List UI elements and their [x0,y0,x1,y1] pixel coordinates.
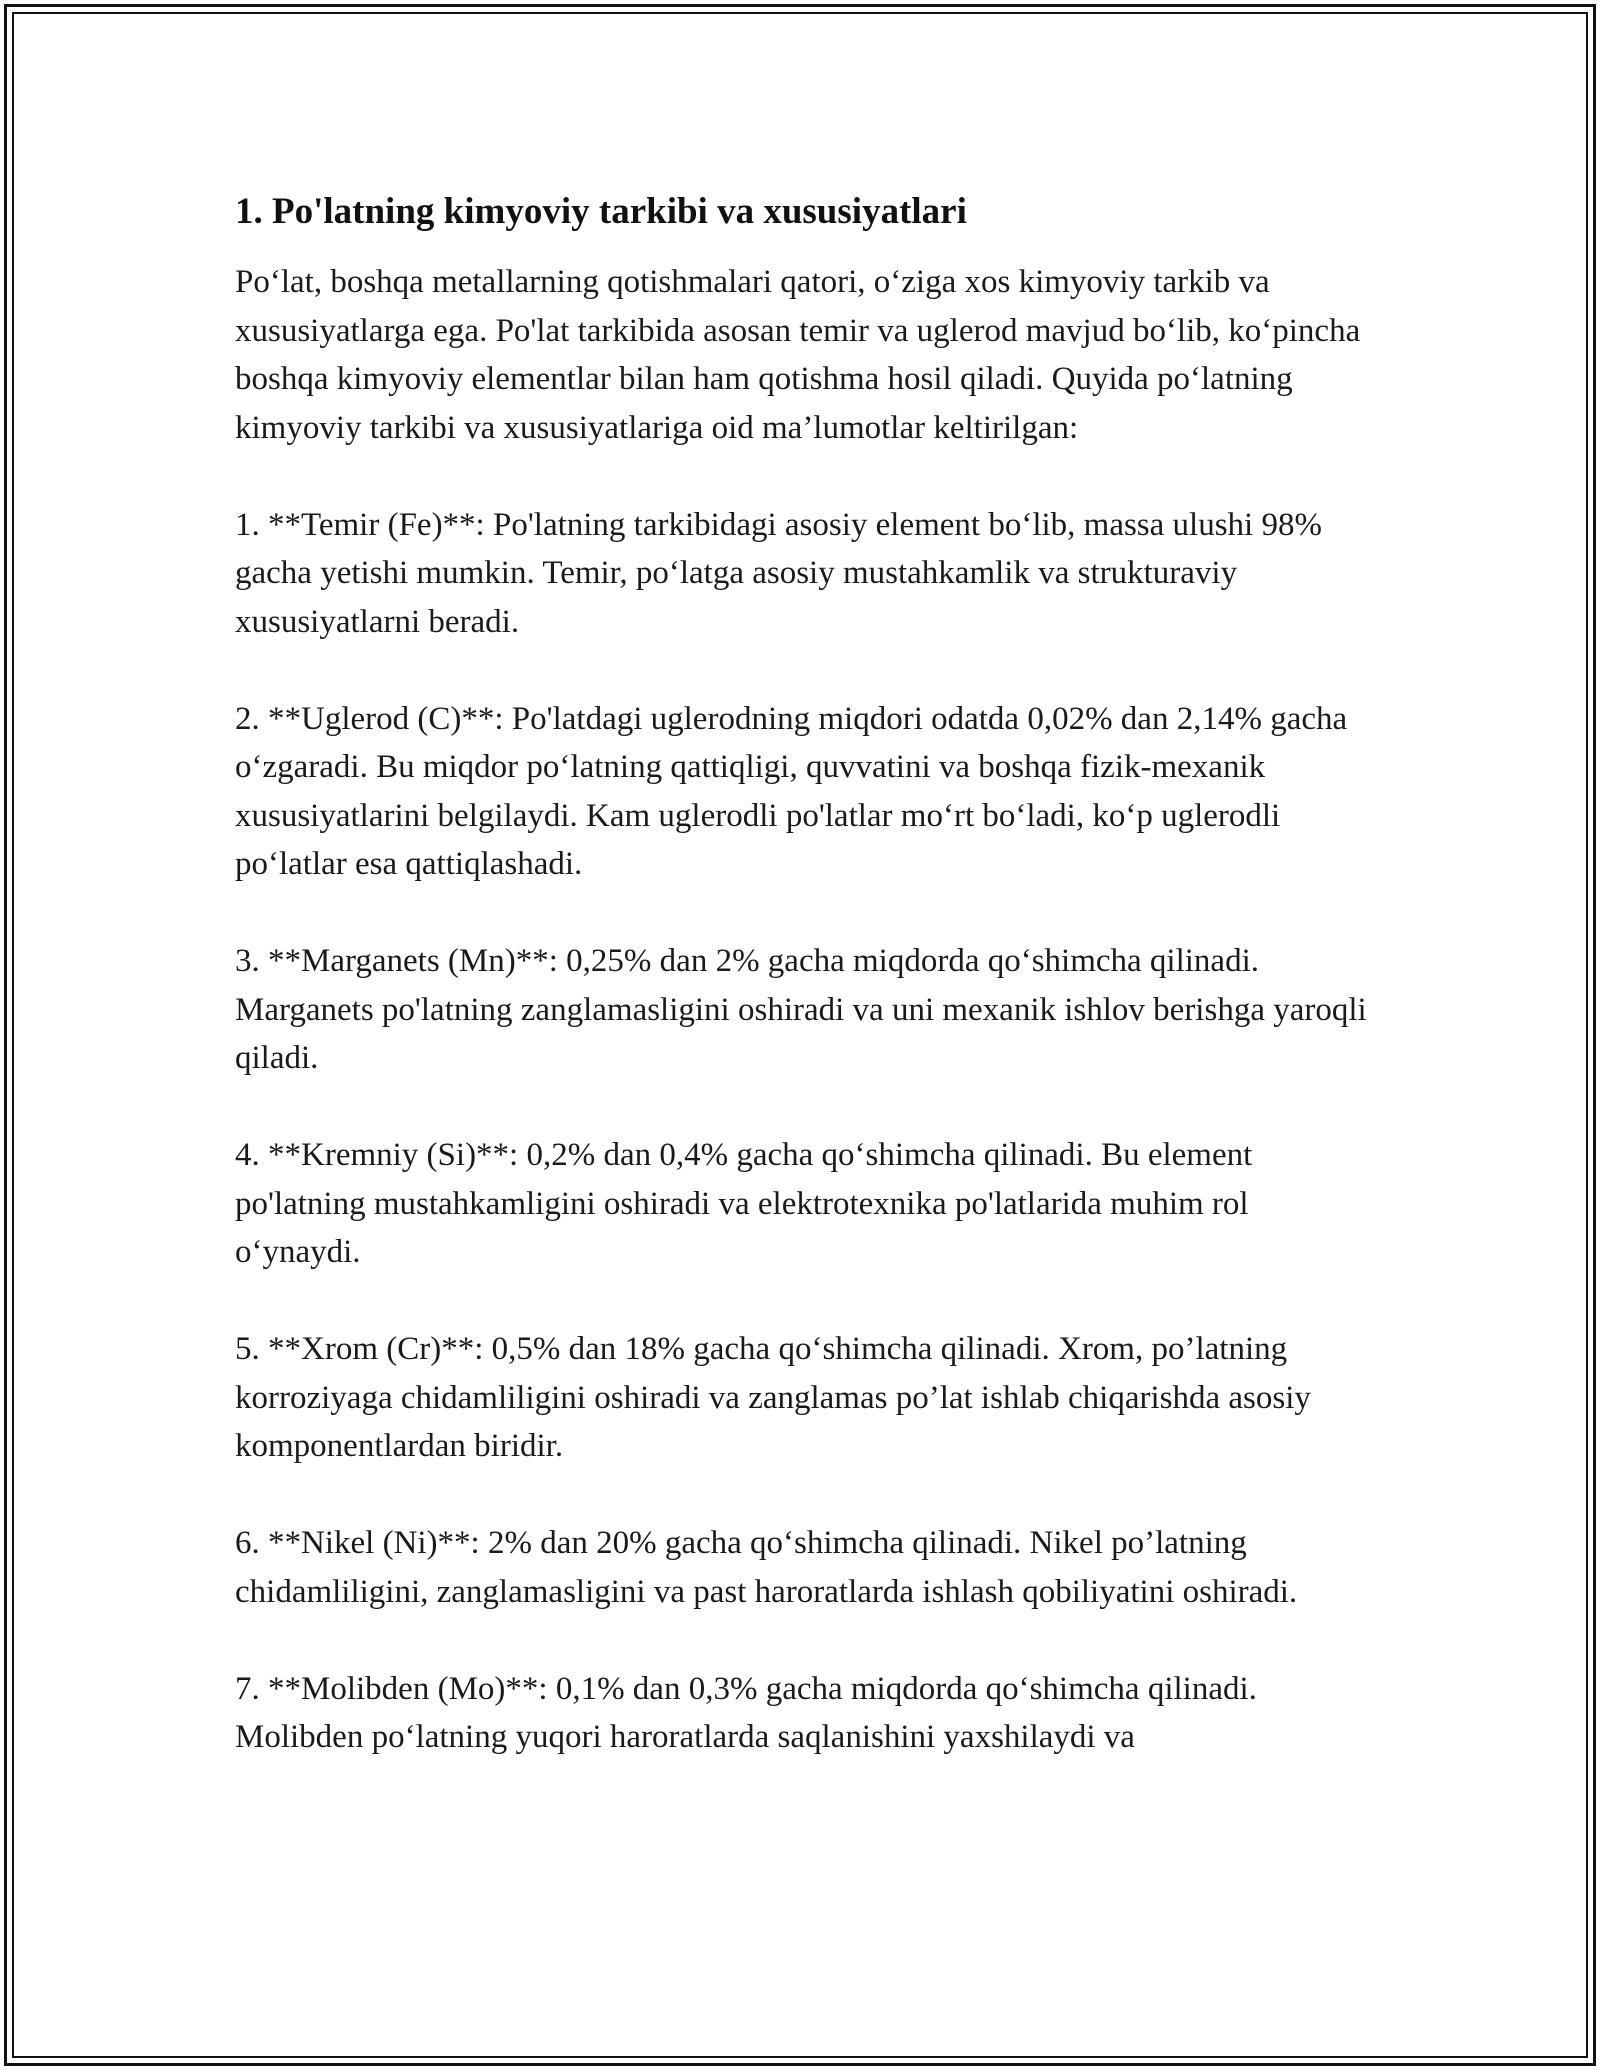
list-item-iron: 1. **Temir (Fe)**: Po'latning tarkibidagi asosiy element bo‘lib, massa ulushi 98% gacha yetishi mumkin. Temir, po‘latga asosiy mustahkamlik va strukturaviy xususiyatlarni beradi. [235,506,1322,640]
list-item-nickel: 6. **Nikel (Ni)**: 2% dan 20% gacha qo‘shimcha qilinadi. Nikel po’latning chidamliligini, zanglamasligini va past haroratlarda ishlash qobiliyatini oshiradi. [235,1525,1298,1610]
list-item-silicon: 4. **Kremniy (Si)**: 0,2% dan 0,4% gacha qo‘shimcha qilinadi. Bu element po'latning mustahkamligini oshiradi va elektrotexnika po'latlarida muhim rol o‘ynaydi. [235,1137,1253,1270]
page-title: 1. Po'latning kimyoviy tarkibi va xususiyatlari [235,191,967,232]
list-item-chromium: 5. **Xrom (Cr)**: 0,5% dan 18% gacha qo‘shimcha qilinadi. Xrom, po’latning korroziyaga chidamliligini oshiradi va zanglamas po’lat ishlab chiqarishda asosiy komponentlardan biridir. [235,1331,1311,1464]
list-item-molybdenum: 7. **Molibden (Mo)**: 0,1% dan 0,3% gacha miqdorda qo‘shimcha qilinadi. Molibden po‘latning yuqori haroratlarda saqlanishini yaxshilaydi va [235,1670,1257,1755]
intro-paragraph: Po‘lat, boshqa metallarning qotishmalari qatori, o‘ziga xos kimyoviy tarkib va xususiyatlarga ega. Po'lat tarkibida asosan temir va uglerod mavjud bo‘lib, ko‘pincha boshqa kimyoviy elementlar bilan ham qotishma hosil qiladi. Quyida po‘latning kimyoviy tarkibi va xususiyatlariga oid ma’lumotlar keltirilgan: [235,264,1361,446]
list-item-carbon: 2. **Uglerod (C)**: Po'latdagi uglerodning miqdori odatda 0,02% dan 2,14% gacha o‘zgaradi. Bu miqdor po‘latning qattiqligi, quvvatini va boshqa fizik-mexanik xususiyatlarini belgilaydi. Kam uglerodli po'latlar mo‘rt bo‘ladi, ko‘p uglerodli po‘latlar esa qattiqlashadi. [235,700,1348,882]
document-body [235,188,1375,1810]
list-item-manganese: 3. **Marganets (Mn)**: 0,25% dan 2% gacha miqdorda qo‘shimcha qilinadi. Marganets po'latning zanglamasligini oshiradi va uni mexanik ishlov berishga yaroqli qiladi. [235,943,1367,1076]
